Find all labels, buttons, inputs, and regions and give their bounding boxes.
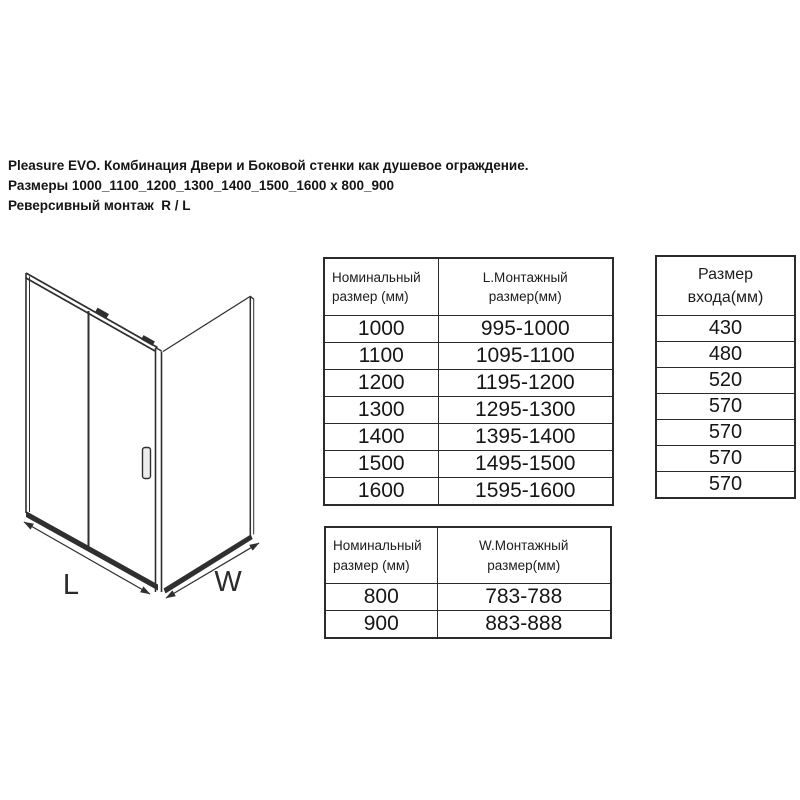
table-row xyxy=(325,611,611,639)
table-row xyxy=(656,420,795,446)
table-row xyxy=(325,584,611,611)
door-handle xyxy=(143,448,151,479)
table-cell: 520 xyxy=(656,368,795,394)
table-cell: 995-1000 xyxy=(438,316,613,343)
side-top-edge xyxy=(163,297,250,352)
entry-table-header: Размер входа(мм) xyxy=(656,256,795,316)
table-row xyxy=(656,394,795,420)
bottom-rail xyxy=(26,511,158,591)
table-cell: 1595-1600 xyxy=(438,478,613,506)
table-row xyxy=(656,342,795,368)
roller-bracket xyxy=(95,308,155,346)
side-panel xyxy=(163,296,254,594)
table-row xyxy=(656,472,795,499)
title-line-3: Реверсивный монтаж R / L xyxy=(8,198,191,213)
table-cell: 1295-1300 xyxy=(438,397,613,424)
table-cell: 1600 xyxy=(324,478,438,506)
title-block xyxy=(8,156,528,216)
table-row xyxy=(656,368,795,394)
table-cell: 430 xyxy=(656,316,795,342)
table-row xyxy=(324,397,613,424)
table-cell: 570 xyxy=(656,420,795,446)
table-cell: 1400 xyxy=(324,424,438,451)
table-row xyxy=(324,370,613,397)
table-cell: 1395-1400 xyxy=(438,424,613,451)
width-table-col1-header: Номинальный размер (мм) xyxy=(325,527,437,584)
table-cell: 1000 xyxy=(324,316,438,343)
length-table-col2-header: L.Монтажный размер(мм) xyxy=(438,258,613,316)
width-label: W xyxy=(214,566,242,598)
table-cell: 883-888 xyxy=(437,611,611,639)
top-rail xyxy=(26,273,158,348)
table-cell: 1095-1100 xyxy=(438,343,613,370)
table-row xyxy=(324,343,613,370)
table-row xyxy=(324,316,613,343)
title-line-1: Pleasure EVO. Комбинация Двери и Боковой стенки как душевое ограждение. xyxy=(8,158,529,173)
length-table-col1-header: Номинальный размер (мм) xyxy=(324,258,438,316)
table-cell: 570 xyxy=(656,446,795,472)
table-cell: 1100 xyxy=(324,343,438,370)
length-table-body xyxy=(324,316,613,506)
length-size-table xyxy=(323,257,614,506)
table-cell: 1195-1200 xyxy=(438,370,613,397)
table-header-row xyxy=(656,256,795,316)
sliding-door-front xyxy=(26,273,162,592)
table-cell: 1300 xyxy=(324,397,438,424)
table-cell: 480 xyxy=(656,342,795,368)
length-dimension-arrow xyxy=(24,522,150,594)
table-cell: 900 xyxy=(325,611,437,639)
entry-size-table xyxy=(655,255,796,499)
width-dimension-arrow xyxy=(166,543,259,598)
table-cell: 570 xyxy=(656,394,795,420)
table-cell: 800 xyxy=(325,584,437,611)
table-header-row xyxy=(325,527,611,584)
shower-enclosure-diagram xyxy=(0,255,310,615)
table-cell: 570 xyxy=(656,472,795,499)
width-table-col2-header: W.Монтажный размер(мм) xyxy=(437,527,611,584)
entry-table-body xyxy=(656,316,795,499)
length-label: L xyxy=(62,569,80,601)
title-line-2: Размеры 1000_1100_1200_1300_1400_1500_1600 x 800_900 xyxy=(8,178,394,193)
table-row xyxy=(656,446,795,472)
table-header-row xyxy=(324,258,613,316)
table-cell: 1500 xyxy=(324,451,438,478)
table-row xyxy=(324,478,613,506)
table-row xyxy=(324,424,613,451)
width-size-table xyxy=(324,526,612,639)
table-cell: 1200 xyxy=(324,370,438,397)
width-table-body xyxy=(325,584,611,639)
table-row xyxy=(324,451,613,478)
table-cell: 783-788 xyxy=(437,584,611,611)
table-row xyxy=(656,316,795,342)
table-cell: 1495-1500 xyxy=(438,451,613,478)
